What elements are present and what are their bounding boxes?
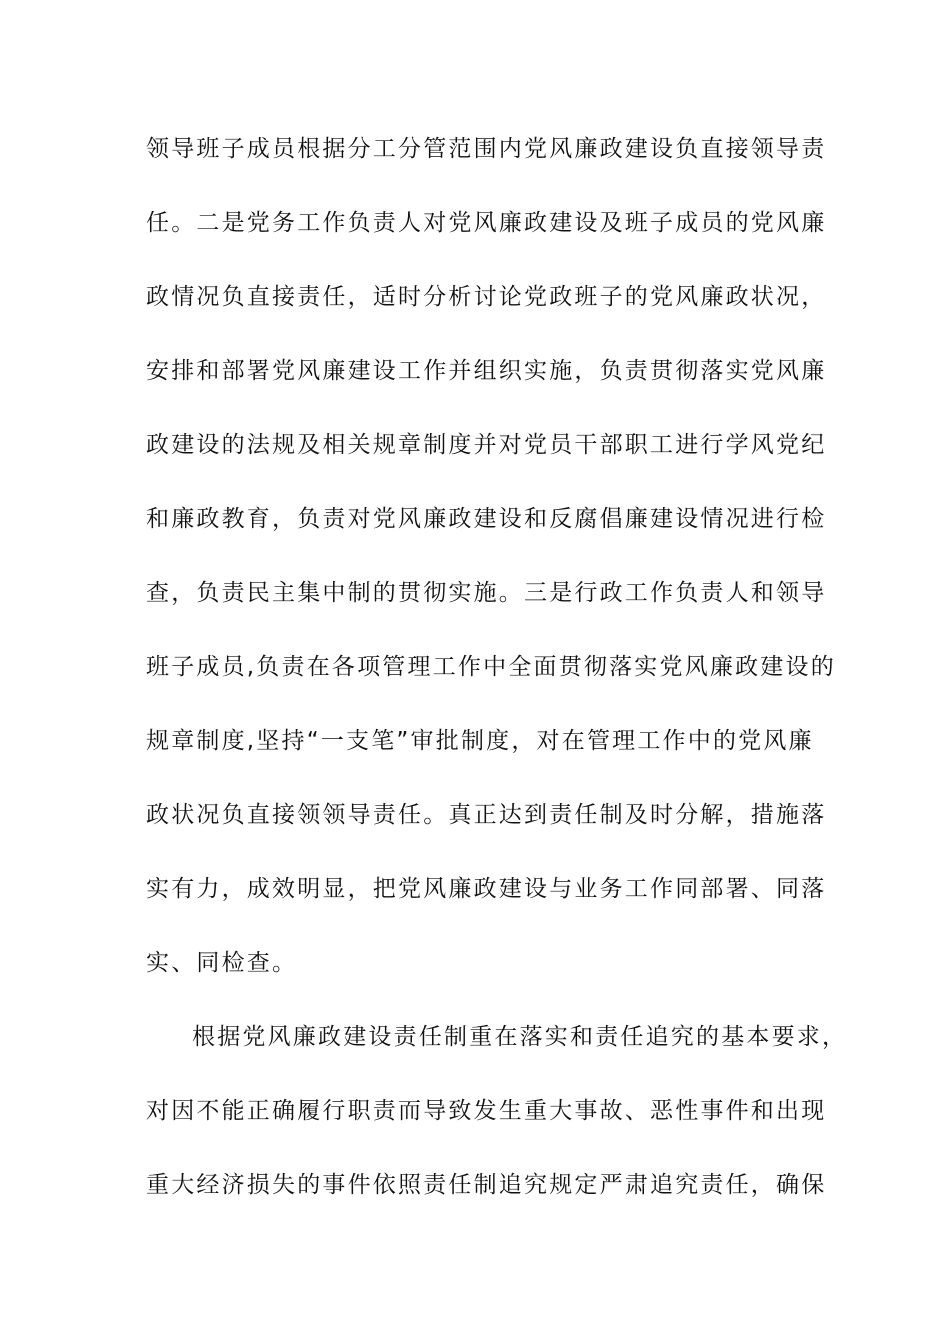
paragraph-1-line-5: 政建设的法规及相关规章制度并对党员干部职工进行学风党纪 bbox=[146, 432, 827, 458]
paragraph-1-line-7: 查，负责民主集中制的贯彻实施。三是行政工作负责人和领导 bbox=[146, 580, 827, 606]
paragraph-1-line-10: 政状况负直接领领导责任。真正达到责任制及时分解，措施落 bbox=[146, 802, 827, 828]
paragraph-1-line-12: 实、同检查。 bbox=[146, 950, 298, 976]
paragraph-1-line-2: 任。二是党务工作负责人对党风廉政建设及班子成员的党风廉 bbox=[146, 210, 827, 236]
paragraph-1-line-4: 安排和部署党风廉建设工作并组织实施，负责贯彻落实党风廉 bbox=[146, 358, 827, 384]
paragraph-1-line-8: 班子成员,负责在各项管理工作中全面贯彻落实党风廉政建设的 bbox=[146, 654, 836, 680]
paragraph-2-line-1: 根据党风廉政建设责任制重在落实和责任追究的基本要求， bbox=[192, 1024, 848, 1050]
paragraph-1-line-1: 领导班子成员根据分工分管范围内党风廉政建设负直接领导责 bbox=[146, 136, 827, 162]
paragraph-1-line-3: 政情况负直接责任，适时分析讨论党政班子的党风廉政状况， bbox=[146, 284, 827, 310]
paragraph-1-line-9: 规章制度,坚持“一支笔”审批制度，对在管理工作中的党风廉 bbox=[146, 728, 814, 754]
paragraph-2-line-2: 对因不能正确履行职责而导致发生重大事故、恶性事件和出现 bbox=[146, 1098, 827, 1124]
paragraph-1-line-6: 和廉政教育，负责对党风廉政建设和反腐倡廉建设情况进行检 bbox=[146, 506, 827, 532]
paragraph-2-line-3: 重大经济损失的事件依照责任制追究规定严肃追究责任，确保 bbox=[146, 1172, 827, 1198]
paragraph-1-line-11: 实有力，成效明显，把党风廉政建设与业务工作同部署、同落 bbox=[146, 876, 827, 902]
